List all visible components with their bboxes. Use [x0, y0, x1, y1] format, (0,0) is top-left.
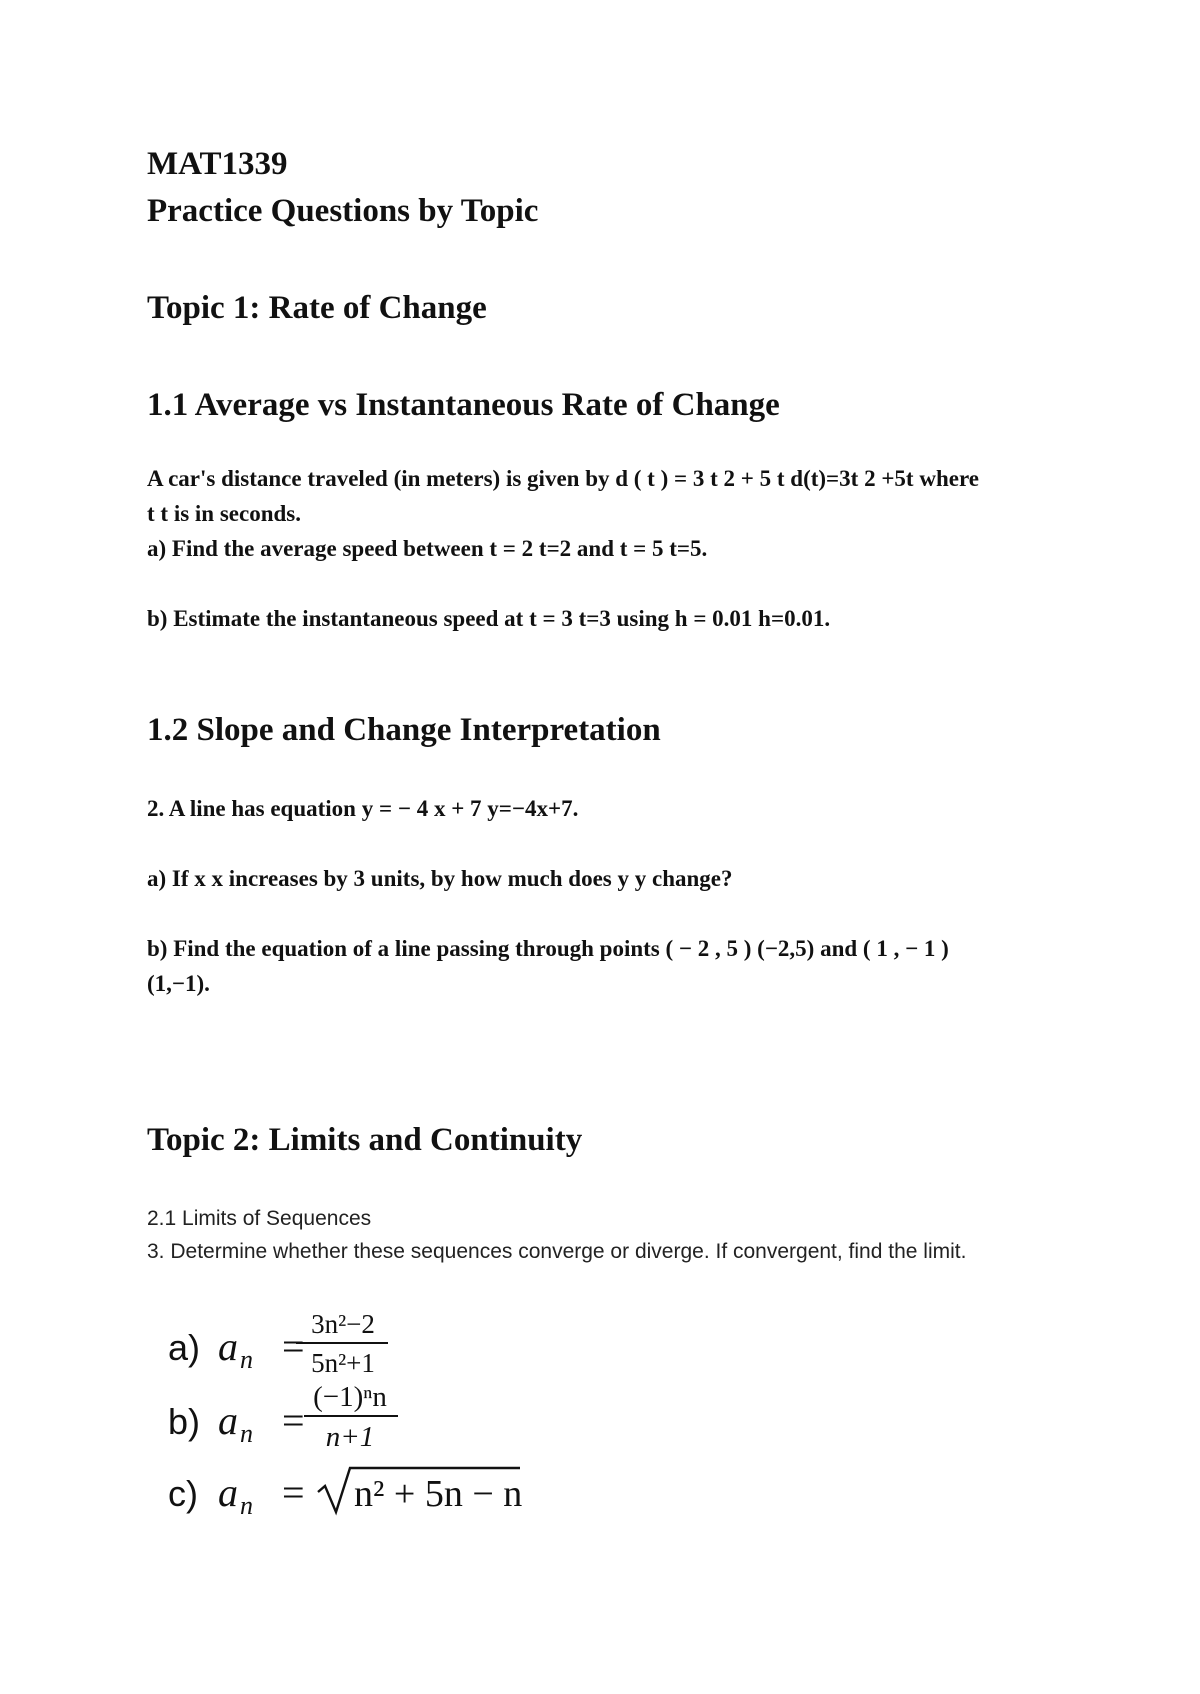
topic-2-heading: Topic 2: Limits and Continuity [147, 1122, 583, 1158]
problem-2-part-b-line-2: (1,−1). [147, 971, 210, 996]
document-title: Practice Questions by Topic [147, 193, 539, 229]
seq-b-eq: = [282, 1398, 305, 1443]
seq-b-label: b) [168, 1401, 201, 1442]
problem-2: 2. A line has equation y = − 4 x + 7 y=−4x+7. [147, 796, 579, 821]
seq-a-var: a [218, 1324, 238, 1369]
seq-c-var: a [218, 1470, 238, 1515]
problem-3-instruction: 3. Determine whether these sequences converge or diverge. If convergent, find the limit. [147, 1240, 967, 1263]
seq-a-label: a) [168, 1327, 201, 1368]
sequence-formulas [160, 1300, 720, 1520]
topic-1-heading: Topic 1: Rate of Change [147, 290, 487, 326]
seq-c-sub: n [240, 1491, 253, 1520]
problem-2-part-b-line-1: b) Find the equation of a line passing through points ( − 2 , 5 ) (−2,5) and ( 1 , − 1 ) [147, 936, 949, 961]
seq-b-numerator: (−1)ⁿn [313, 1381, 387, 1413]
seq-b-var: a [218, 1398, 238, 1443]
seq-a-numerator: 3n²−2 [311, 1309, 375, 1339]
seq-c-label: c) [168, 1473, 198, 1514]
seq-c-expression: n² + 5n − n [354, 1473, 523, 1515]
seq-b-sub: n [240, 1419, 253, 1448]
problem-1-part-a: a) Find the average speed between t = 2 t=2 and t = 5 t=5. [147, 536, 708, 561]
seq-b-denominator: n+1 [325, 1421, 375, 1453]
problem-1-line-1: A car's distance traveled (in meters) is given by d ( t ) = 3 t 2 + 5 t d(t)=3t 2 +5t where [147, 466, 979, 491]
problem-1-part-b: b) Estimate the instantaneous speed at t = 3 t=3 using h = 0.01 h=0.01. [147, 606, 831, 631]
section-1-2-heading: 1.2 Slope and Change Interpretation [147, 712, 661, 748]
seq-a-sub: n [240, 1345, 253, 1374]
seq-a-eq: = [282, 1324, 305, 1369]
course-code: MAT1339 [147, 146, 288, 182]
problem-1-line-2: t t is in seconds. [147, 501, 301, 526]
seq-c-eq: = [282, 1470, 305, 1515]
seq-a-denominator: 5n²+1 [311, 1348, 375, 1378]
problem-2-part-a: a) If x x increases by 3 units, by how much does y y change? [147, 866, 733, 891]
section-1-1-heading: 1.1 Average vs Instantaneous Rate of Change [147, 387, 780, 423]
section-2-1-heading: 2.1 Limits of Sequences [147, 1207, 372, 1230]
